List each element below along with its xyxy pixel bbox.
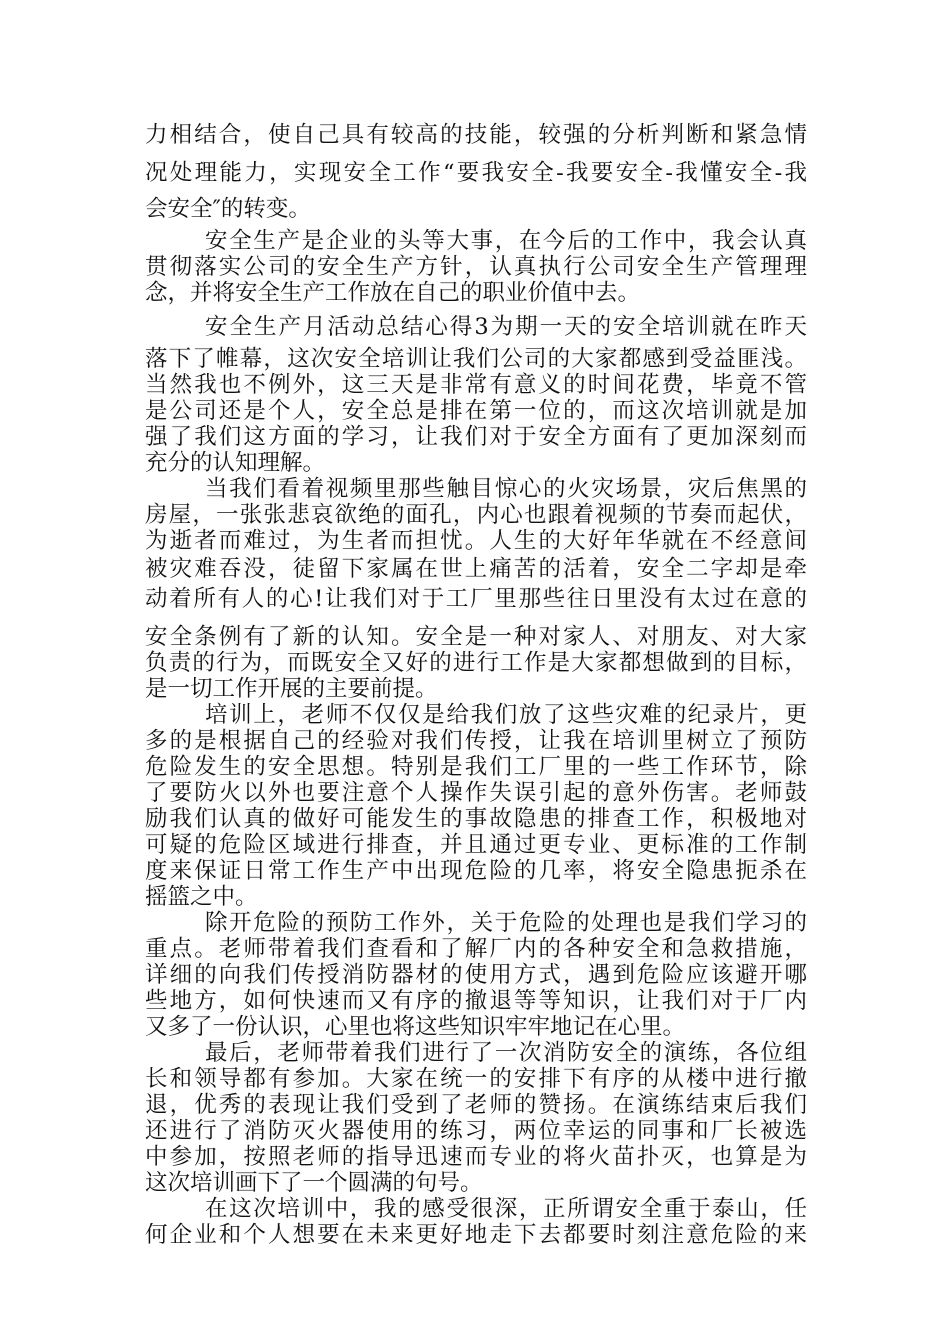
text-line: 动着所有人的心!让我们对于工厂里那些往日里没有太过在意的 — [145, 586, 807, 612]
text-line: 还进行了消防灭火器使用的练习，两位幸运的同事和厂长被选 — [145, 1118, 807, 1144]
text-line: 当我们看着视频里那些触目惊心的火灾场景，灾后焦黑的 — [205, 476, 807, 502]
text-line: 强了我们这方面的学习，让我们对于安全方面有了更加深刻而 — [145, 424, 807, 450]
text-line: 房屋，一张张悲哀欲绝的面孔，内心也跟着视频的节奏而起伏， — [145, 502, 807, 528]
text-line: 了要防火以外也要注意个人操作失误引起的意外伤害。老师鼓 — [145, 780, 807, 806]
text-line: 况处理能力，实现安全工作“要我安全-我要安全-我懂安全-我 — [145, 160, 807, 186]
text-line: 被灾难吞没，徒留下家属在世上痛苦的活着，安全二字却是牵 — [145, 556, 807, 582]
text-line: 除开危险的预防工作外，关于危险的处理也是我们学习的 — [205, 910, 807, 936]
text-line: 是公司还是个人，安全总是排在第一位的，而这次培训就是加 — [145, 398, 807, 424]
text-line: 退，优秀的表现让我们受到了老师的赞扬。在演练结束后我们 — [145, 1092, 807, 1118]
text-line: 多的是根据自己的经验对我们传授，让我在培训里树立了预防 — [145, 728, 807, 754]
text-line: 长和领导都有参加。大家在统一的安排下有序的从楼中进行撤 — [145, 1066, 807, 1092]
text-line: 负责的行为，而既安全又好的进行工作是大家都想做到的目标， — [145, 650, 807, 676]
text-line: 这次培训画下了一个圆满的句号。 — [145, 1170, 483, 1196]
text-line: 是一切工作开展的主要前提。 — [145, 676, 438, 702]
text-line: 励我们认真的做好可能发生的事故隐患的排查工作，积极地对 — [145, 806, 807, 832]
text-line: 最后，老师带着我们进行了一次消防安全的演练，各位组 — [205, 1040, 807, 1066]
text-line: 可疑的危险区域进行排查，并且通过更专业、更标准的工作制 — [145, 832, 807, 858]
text-line: 为逝者而难过，为生者而担忧。人生的大好年华就在不经意间 — [145, 528, 807, 554]
text-line: 培训上，老师不仅仅是给我们放了这些灾难的纪录片，更 — [205, 702, 807, 728]
text-line: 念，并将安全生产工作放在自己的职业价值中去。 — [145, 280, 641, 306]
text-line: 力相结合，使自己具有较高的技能，较强的分析判断和紧急情 — [145, 122, 807, 148]
text-line: 摇篮之中。 — [145, 884, 258, 910]
text-line: 安全生产是企业的头等大事，在今后的工作中，我会认真 — [205, 228, 807, 254]
text-line: 安全生产月活动总结心得3为期一天的安全培训就在昨天 — [205, 314, 807, 340]
text-line: 度来保证日常工作生产中出现危险的几率，将安全隐患扼杀在 — [145, 858, 807, 884]
text-line: 会安全″的转变。 — [145, 196, 311, 222]
text-line: 何企业和个人想要在未来更好地走下去都要时刻注意危险的来 — [145, 1222, 807, 1248]
text-line: 当然我也不例外，这三天是非常有意义的时间花费，毕竟不管 — [145, 372, 807, 398]
text-line: 些地方，如何快速而又有序的撤退等等知识，让我们对于厂内 — [145, 988, 807, 1014]
text-line: 重点。老师带着我们查看和了解厂内的各种安全和急救措施， — [145, 936, 807, 962]
text-line: 又多了一份认识，心里也将这些知识牢牢地记在心里。 — [145, 1014, 686, 1040]
text-line: 落下了帷幕，这次安全培训让我们公司的大家都感到受益匪浅。 — [145, 346, 807, 372]
text-line: 详细的向我们传授消防器材的使用方式，遇到危险应该避开哪 — [145, 962, 807, 988]
text-line: 在这次培训中，我的感受很深，正所谓安全重于泰山，任 — [205, 1196, 807, 1222]
text-line: 中参加，按照老师的指导迅速而专业的将火苗扑灭，也算是为 — [145, 1144, 807, 1170]
document-body — [145, 0, 807, 1344]
text-line: 贯彻落实公司的安全生产方针，认真执行公司安全生产管理理 — [145, 254, 807, 280]
text-line: 安全条例有了新的认知。安全是一种对家人、对朋友、对大家 — [145, 624, 807, 650]
text-line: 危险发生的安全思想。特别是我们工厂里的一些工作环节，除 — [145, 754, 807, 780]
text-line: 充分的认知理解。 — [145, 450, 326, 476]
